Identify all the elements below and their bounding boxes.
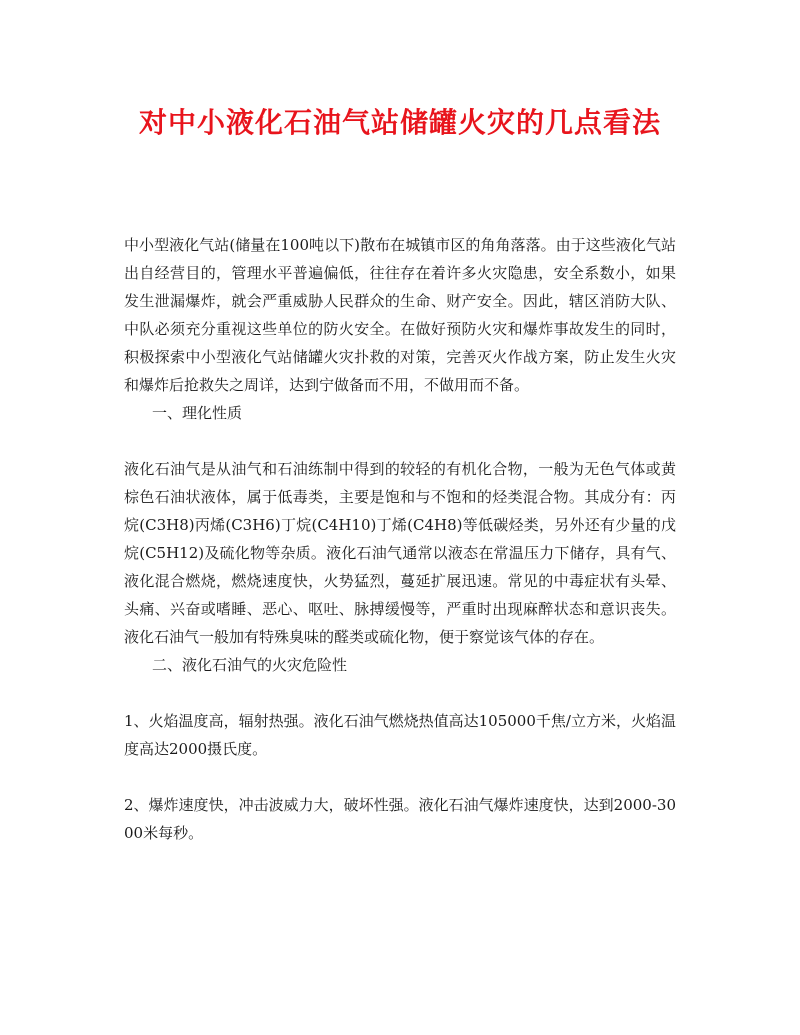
intro-paragraph: 中小型液化气站(储量在100吨以下)散布在城镇市区的角角落落。由于这些液化气站出自经营目的，管理水平普遍偏低，往往存在着许多火灾隐患，安全系数小，如果发生泄漏爆炸，就会严重威胁人民群众的生命、财产安全。因此，辖区消防大队、中队必须充分重视这些单位的防火安全。在做好预防火灾和爆炸事故发生的同时，积极探索中小型液化气站储罐火灾扑救的对策，完善灭火作战方案，防止发生火灾和爆炸后抢救失之周详，达到宁做备而不用，不做用而不备。: [124, 236, 676, 394]
spacer: [124, 679, 676, 707]
document-body: [124, 231, 676, 847]
hazard-item-2: 2、爆炸速度快，冲击波威力大，破坏性强。液化石油气爆炸速度快，达到2000-3000米每秒。: [124, 796, 676, 842]
spacer: [124, 763, 676, 791]
spacer: [124, 427, 676, 455]
section-heading-fire-hazard: 二、液化石油气的火灾危险性: [152, 656, 348, 674]
hazard-item-1: 1、火焰温度高，辐射热强。液化石油气燃烧热值高达105000千焦/立方米，火焰温度高达2000摄氏度。: [124, 712, 676, 758]
properties-paragraph: 液化石油气是从油气和石油练制中得到的较轻的有机化合物，一般为无色气体或黄棕色石油状液体，属于低毒类，主要是饱和与不饱和的烃类混合物。其成分有：丙烷(C3H8)丙烯(C3H6)丁烷(C4H10)丁烯(C4H8)等低碳烃类，另外还有少量的戊烷(C5H12)及硫化物等杂质。液化石油气通常以液态在常温压力下储存，具有气、液化混合燃烧，燃烧速度快，火势猛烈，蔓延扩展迅速。常见的中毒症状有头晕、头痛、兴奋或嗜睡、恶心、呕吐、脉搏缓慢等，严重时出现麻醉状态和意识丧失。液化石油气一般加有特殊臭味的醛类或硫化物，便于察觉该气体的存在。: [124, 460, 676, 646]
page-title: 对中小液化石油气站储罐火灾的几点看法: [138, 106, 661, 139]
section-heading-properties: 一、理化性质: [152, 404, 243, 422]
